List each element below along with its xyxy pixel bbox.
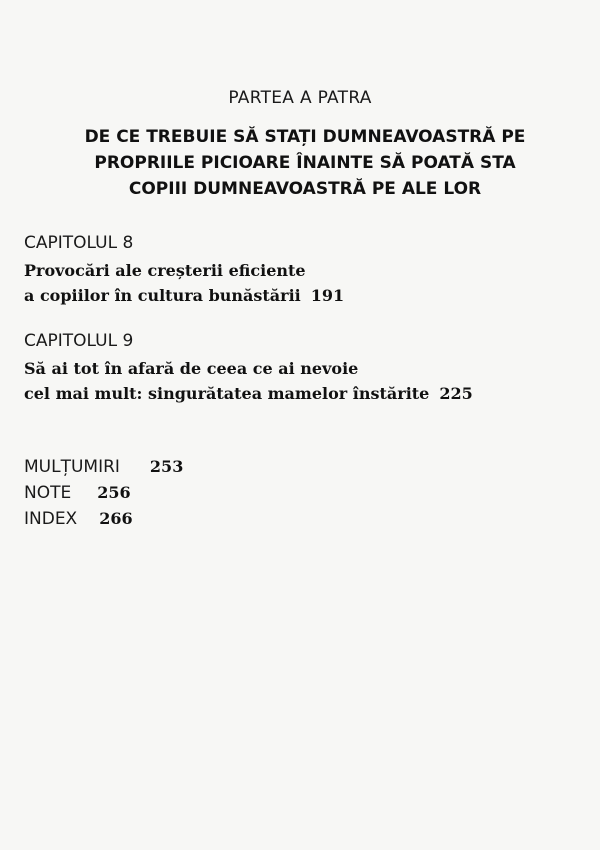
- back-matter-label: NOTE: [24, 483, 72, 503]
- toc-entry-index[interactable]: [24, 506, 424, 532]
- toc-entry-acknowledgements[interactable]: [24, 454, 424, 480]
- back-matter-page-number: 266: [99, 509, 133, 528]
- part-title-line: COPIII DUMNEAVOASTRĂ PE ALE LOR: [128, 179, 482, 199]
- chapter-title-line: [24, 283, 584, 308]
- chapter-page-number: 191: [310, 286, 345, 305]
- toc-entry-chapter-9[interactable]: [24, 330, 584, 406]
- back-matter-label: MULȚUMIRI: [24, 457, 120, 477]
- part-title: [40, 124, 570, 202]
- chapter-title-line: Provocări ale creșterii eficiente: [24, 261, 306, 280]
- back-matter-page-number: 253: [149, 457, 184, 476]
- toc-entry-notes[interactable]: [24, 480, 424, 506]
- toc-entry-chapter-8[interactable]: [24, 232, 584, 308]
- chapter-title-line: Să ai tot în afară de ceea ce ai nevoie: [24, 359, 359, 378]
- back-matter-label: INDEX: [24, 509, 78, 529]
- chapter-label: CAPITOLUL 9: [24, 331, 134, 351]
- chapter-title-line: [24, 381, 584, 406]
- back-matter-page-number: 256: [97, 483, 131, 502]
- chapter-page-number: 225: [439, 384, 473, 403]
- part-title-line: PROPRIILE PICIOARE ÎNAINTE SĂ POATĂ STA: [94, 153, 516, 173]
- chapter-title-text: a copiilor în cultura bunăstării: [24, 286, 301, 305]
- chapter-label: CAPITOLUL 8: [24, 233, 134, 253]
- part-label: PARTEA A PATRA: [228, 88, 372, 108]
- back-matter-list: [24, 454, 424, 532]
- chapter-title-text: cel mai mult: singurătatea mamelor înstărite: [24, 384, 430, 403]
- part-title-line: DE CE TREBUIE SĂ STAȚI DUMNEAVOASTRĂ PE: [84, 127, 526, 147]
